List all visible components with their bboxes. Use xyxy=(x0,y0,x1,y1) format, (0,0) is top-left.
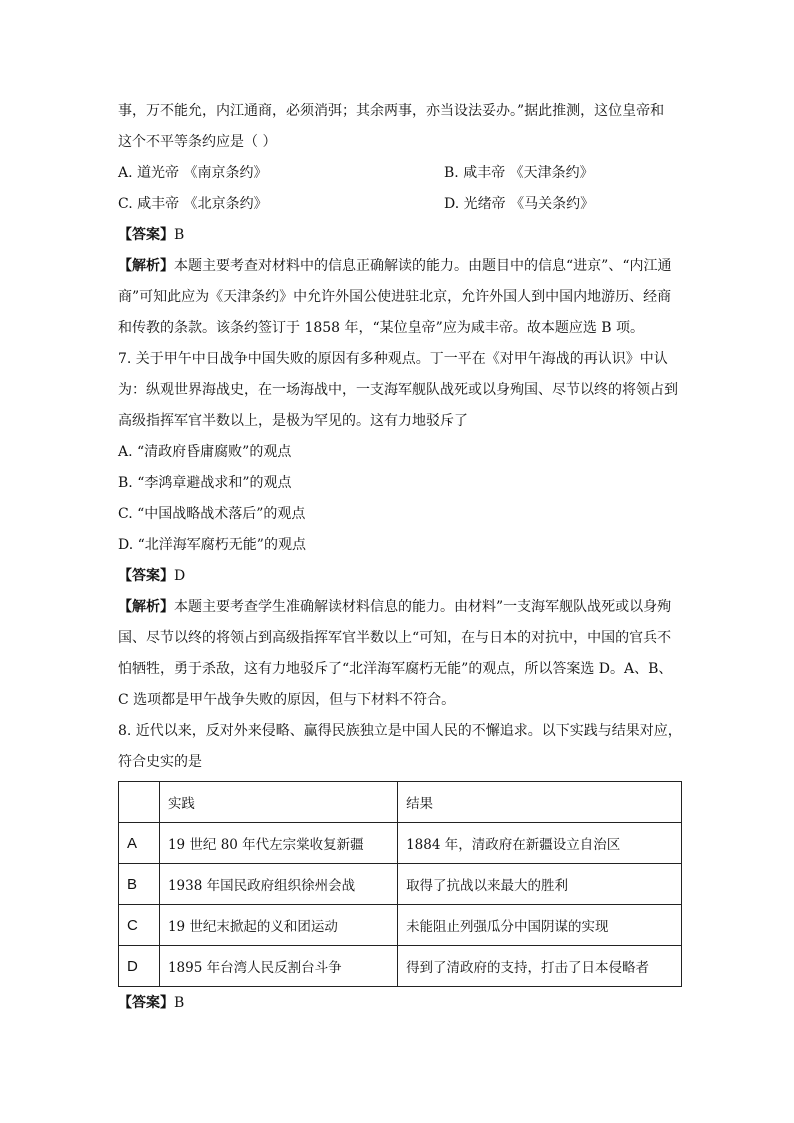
table-header-cell: 结果 xyxy=(398,782,682,823)
q7-stem: 7. 关于甲午中日战争中国失败的原因有多种观点。丁一平在《对甲午海战的再认识》中认为：纵观世界海战史，在一场海战中，一支海军舰队战死或以身殉国、尽节以终的将领占到高级指挥军官半数以上，是极为罕见的。这有力地驳斥了 xyxy=(118,351,678,429)
document-page xyxy=(118,96,682,1019)
q6-option-a: A. 道光帝 《南京条约》 xyxy=(118,165,268,181)
q7-analysis xyxy=(118,592,682,716)
q7-answer-tag: 【答案】 xyxy=(118,568,174,584)
table-cell-result: 未能阻止列强瓜分中国阴谋的实现 xyxy=(398,905,682,946)
table-row xyxy=(119,946,682,987)
q7-option-d: D. “北洋海军腐朽无能”的观点 xyxy=(118,537,306,553)
q6-analysis-tag: 【解析】 xyxy=(118,258,174,274)
q6-answer-tag: 【答案】 xyxy=(118,227,174,243)
table-cell-letter: B xyxy=(119,864,160,905)
q7-answer-value: D xyxy=(174,568,186,584)
q7-analysis-text: 本题主要考查学生准确解读材料信息的能力。由材料”一支海军舰队战死或以身殉国、尽节以终的将领占到高级指挥军官半数以上“可知，在与日本的对抗中，中国的官兵不怕牺牲，勇于杀敌，这有力地驳斥了“北洋海军腐朽无能”的观点，所以答案选 D。A、B、C 选项都是甲午战争失败的原因，但与下材料不符合。 xyxy=(118,599,673,708)
table-cell-practice: 1895 年台湾人民反割台斗争 xyxy=(159,946,397,987)
table-cell-practice: 1938 年国民政府组织徐州会战 xyxy=(159,864,397,905)
table-row xyxy=(119,905,682,946)
q8-answer xyxy=(118,988,682,1019)
table-row xyxy=(119,823,682,864)
table-cell-practice: 19 世纪末掀起的义和团运动 xyxy=(159,905,397,946)
q7-option-c: C. “中国战略战术落后”的观点 xyxy=(118,506,306,522)
table-cell-practice: 19 世纪 80 年代左宗棠收复新疆 xyxy=(159,823,397,864)
q7-option-b: B. “李鸿章避战求和”的观点 xyxy=(118,475,292,491)
q7-analysis-tag: 【解析】 xyxy=(118,599,174,615)
q6-options-row1 xyxy=(118,158,682,189)
q6-option-c: C. 咸丰帝 《北京条约》 xyxy=(118,196,268,212)
q7-answer xyxy=(118,561,682,592)
q6-stem-line2: 这个不平等条约应是（ ） xyxy=(118,134,277,150)
q7-option-a: A. “清政府昏庸腐败”的观点 xyxy=(118,444,292,460)
q8-table xyxy=(118,781,682,987)
table-cell-letter: C xyxy=(119,905,160,946)
q8-answer-value: B xyxy=(174,995,185,1011)
table-header-cell xyxy=(119,782,160,823)
table-header-cell: 实践 xyxy=(159,782,397,823)
q6-analysis-text: 本题主要考查对材料中的信息正确解读的能力。由题目中的信息“进京”、“内江通商”可知此应为《天津条约》中允许外国公使进驻北京，允许外国人到中国内地游历、经商和传教的条款。该条约签订于 1858 年，“某位皇帝”应为咸丰帝。故本题应选 B 项。 xyxy=(118,258,672,336)
table-cell-result: 得到了清政府的支持，打击了日本侵略者 xyxy=(398,946,682,987)
table-row xyxy=(119,864,682,905)
q6-answer xyxy=(118,220,682,251)
table-cell-letter: A xyxy=(119,823,160,864)
q8-stem: 8. 近代以来，反对外来侵略、赢得民族独立是中国人民的不懈追求。以下实践与结果对应，符合史实的是 xyxy=(118,723,682,770)
table-cell-letter: D xyxy=(119,946,160,987)
q6-options-row2 xyxy=(118,189,682,220)
q6-option-b: B. 咸丰帝 《天津条约》 xyxy=(444,165,594,181)
table-header-row xyxy=(119,782,682,823)
q6-analysis xyxy=(118,251,682,344)
table-cell-result: 1884 年，清政府在新疆设立自治区 xyxy=(398,823,682,864)
q6-option-d: D. 光绪帝 《马关条约》 xyxy=(444,196,595,212)
q6-stem-line1: 事，万不能允，内江通商，必须消弭；其余两事，亦当设法妥办。”据此推测，这位皇帝和 xyxy=(118,103,665,119)
q6-answer-value: B xyxy=(174,227,185,243)
q8-answer-tag: 【答案】 xyxy=(118,995,174,1011)
table-cell-result: 取得了抗战以来最大的胜利 xyxy=(398,864,682,905)
